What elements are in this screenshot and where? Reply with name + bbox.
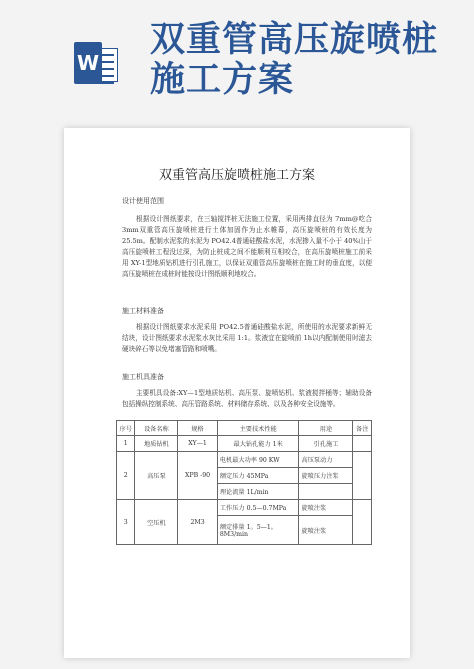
usage: 高压泵动力: [299, 452, 353, 468]
section-heading: 设计使用范围: [122, 197, 164, 205]
table-row: [117, 436, 372, 452]
equipment-name: 高压泵: [135, 452, 178, 500]
header-banner: [0, 0, 474, 118]
usage: 旋喷注浆: [299, 500, 353, 516]
section-body: 主要机具设备:XY—1型地质钻机、高压泵、旋喷钻机、浆液搅拌桶等；辅助设备包括操纵控制系统、高压管路系统、材料储存系统、以及各种安全设施等。: [122, 389, 372, 408]
equipment-spec: 2M3: [178, 500, 218, 545]
column-header: 规格: [178, 421, 218, 436]
equipment-name: 空压机: [135, 500, 178, 545]
performance: 额定压力 45MPa: [217, 468, 299, 484]
banner-title: 双重管高压旋喷桩施工方案: [150, 20, 439, 100]
performance: 最大钻孔能力 1米: [217, 436, 299, 452]
table-row: [117, 500, 372, 516]
note: [353, 436, 372, 452]
equipment-name: 地质钻机: [135, 436, 178, 452]
performance: 理论流量 1L/min: [217, 484, 299, 500]
column-header: 序号: [117, 421, 135, 436]
document-title: 双重管高压旋喷桩施工方案: [158, 168, 315, 183]
section-body: 根据设计图纸要求水泥采用 PO42.5普通硅酸盐水泥，所使用的水泥要求新鲜无结块，设计图纸要求水泥浆水灰比采用 1:1。浆液宜在旋喷前 1h以内配制使用时滤去硬块碎石等以免堵塞管路和喷嘴。: [122, 323, 372, 353]
usage: 引孔施工: [299, 436, 353, 452]
row-number: 3: [117, 500, 135, 545]
word-document-icon: [74, 40, 118, 88]
usage: [299, 484, 353, 500]
row-number: 2: [117, 452, 135, 500]
usage: 旋喷压力注浆: [299, 468, 353, 484]
section-heading: 施工材料准备: [122, 307, 164, 315]
column-header: 用途: [299, 421, 353, 436]
document-page: [64, 128, 410, 658]
column-header: 主要技术性能: [217, 421, 299, 436]
table-row: [117, 452, 372, 468]
note: [353, 452, 372, 500]
section-heading: 施工机具准备: [122, 373, 164, 381]
column-header: 设备名称: [135, 421, 178, 436]
performance: 电机最大功率 90 KW: [217, 452, 299, 468]
note: [353, 500, 372, 545]
word-letter: W: [74, 42, 102, 84]
usage: 旋喷注浆: [299, 516, 353, 545]
table-header-row: [117, 421, 372, 436]
equipment-table: [116, 420, 372, 545]
equipment-spec: XPB -90: [178, 452, 218, 500]
section-body: 根据设计图纸要求，在三轴搅拌桩无法施工位置，采用两排直径为 7mm@吃合 3mm双重管高压旋喷桩进行土体加固作为止水帷幕，高压旋喷桩的有效长度为 25.5m。配制水泥浆的水泥为 PO42.4普通硅酸盐水泥，水泥掺入量不小于 40%山于高压旋喷桩工程没过深，为防止桩成之间不能顺利互相咬合，在高压旋喷桩施工前采用 XY-1型地质钻机进行引孔施工，以保证双重管高压旋喷桩在施工时的垂直度，以便高压旋喷桩在成桩时能按设计图纸顺利地咬合。: [122, 215, 372, 278]
equipment-spec: XY—1: [178, 436, 218, 452]
performance: 额定排量 1。5—1。8M3/min: [217, 516, 299, 545]
column-header: 备注: [353, 421, 372, 436]
row-number: 1: [117, 436, 135, 452]
performance: 工作压力 0.5—0.7MPa: [217, 500, 299, 516]
